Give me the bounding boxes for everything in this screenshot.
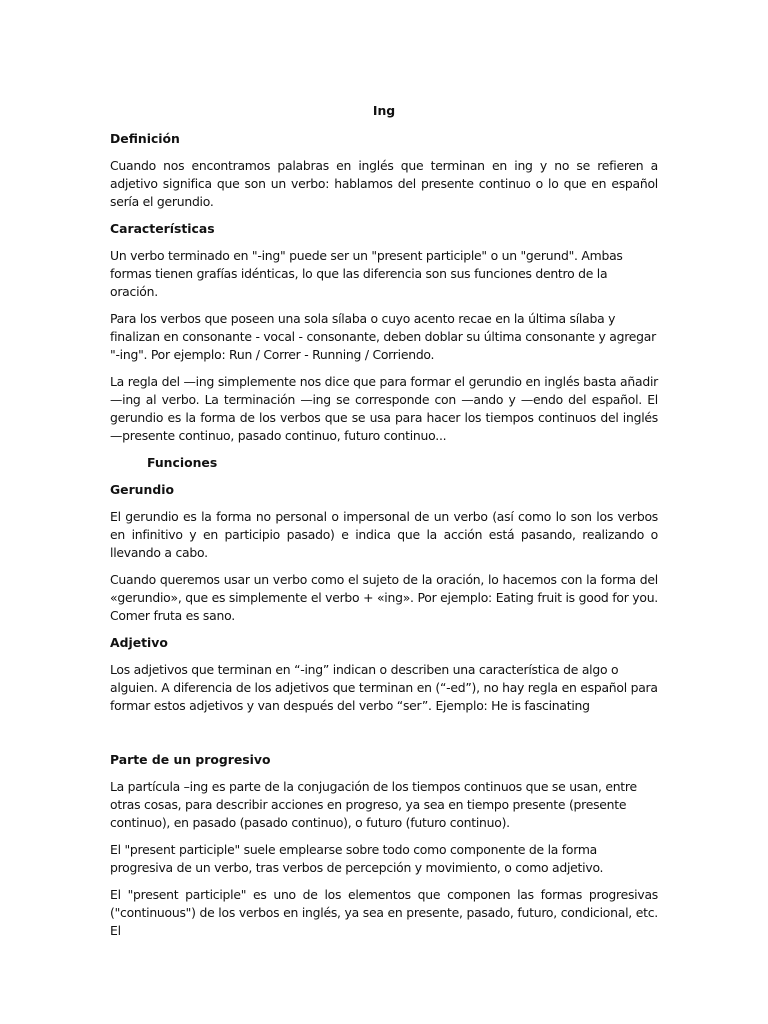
paragraph-caracteristicas-1: Un verbo terminado en "-ing" puede ser un "present participle" o un "gerund". Ambas formas tienen grafías idénticas, lo que las diferencia son sus funciones dentro de la oración. [110,248,623,299]
blank-line [110,724,658,751]
heading-gerundio: Gerundio [110,482,174,497]
paragraph-adjetivo: Los adjetivos que terminan en “-ing” indican o describen una característica de algo o alguien. A diferencia de los adjetivos que terminan en (“-ed”), no hay regla en español para formar estos adjetivos y van después del verbo “ser”. Ejemplo: He is fascinating [110,662,658,713]
paragraph-progresivo-2: El "present participle" suele emplearse sobre todo como componente de la forma progresiva de un verbo, tras verbos de percepción y movimiento, o como adjetivo. [110,842,604,875]
paragraph-gerundio-1: El gerundio es la forma no personal o impersonal de un verbo (así como lo son los verbos en infinitivo y en participio pasado) e indica que la acción está pasando, realizando o llevando a cabo. [110,509,658,560]
heading-caracteristicas: Características [110,221,215,236]
paragraph-progresivo-1: La partícula –ing es parte de la conjugación de los tiempos continuos que se usan, entre otras cosas, para describir acciones en progreso, ya sea en tiempo presente (presente continuo), en pasado (pasado continuo), o futuro (futuro continuo). [110,779,637,830]
heading-definicion: Definición [110,131,180,146]
paragraph-caracteristicas-2: Para los verbos que poseen una sola sílaba o cuyo acento recae en la última sílaba y finalizan en consonante - vocal - consonante, deben doblar su última consonante y agregar "-ing". Por ejemplo: Run / Correr - Running / Corriendo. [110,311,656,362]
document-title: Ing [372,103,396,118]
paragraph-gerundio-2: Cuando queremos usar un verbo como el sujeto de la oración, lo hacemos con la forma del «gerundio», que es simplemente el verbo + «ing». Por ejemplo: Eating fruit is good for you. Comer fruta es sano. [110,572,658,623]
paragraph-caracteristicas-3: La regla del —ing simplemente nos dice que para formar el gerundio en inglés basta añadir —ing al verbo. La terminación —ing se corresponde con —ando y —endo del español. El gerundio es la forma de los verbos que se usa para hacer los tiempos continuos del inglés —presente continuo, pasado continuo, futuro continuo... [110,374,658,443]
document-page [110,102,658,938]
heading-funciones: Funciones [147,455,218,470]
paragraph-definicion: Cuando nos encontramos palabras en inglés que terminan en ing y no se refieren a adjetivo significa que son un verbo: hablamos del presente continuo o lo que en español sería el gerundio. [110,158,658,209]
heading-progresivo: Parte de un progresivo [110,752,271,767]
paragraph-progresivo-3: El "present participle" es uno de los elementos que componen las formas progresivas ("continuous") de los verbos en inglés, ya sea en presente, pasado, futuro, condicional, etc. El [110,887,658,938]
heading-adjetivo: Adjetivo [110,635,168,650]
